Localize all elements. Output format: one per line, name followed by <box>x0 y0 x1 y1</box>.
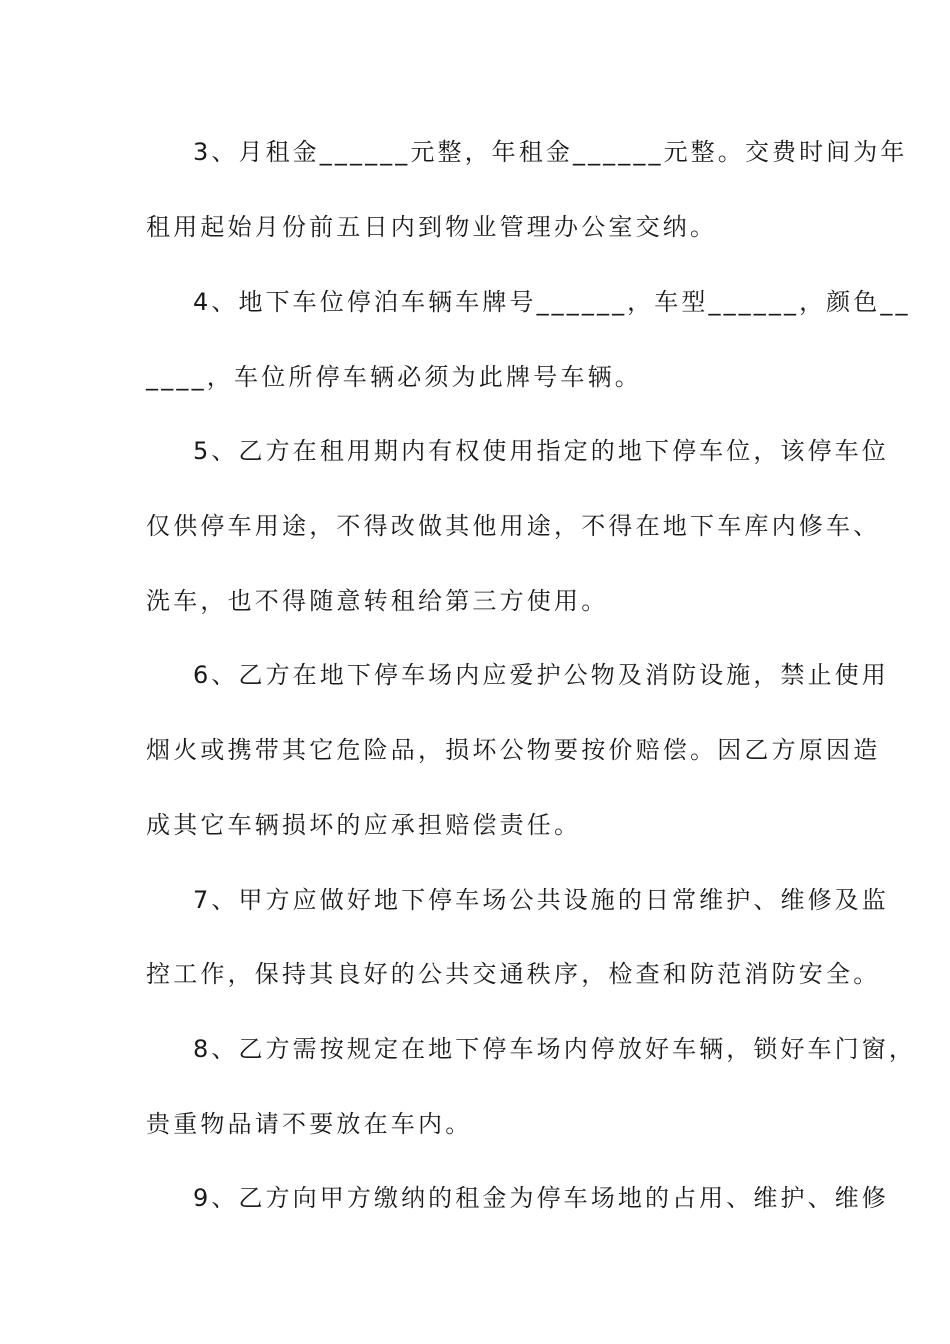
clause-8-line-1: 8、乙方需按规定在地下停车场内停放好车辆，锁好车门窗， <box>193 1035 916 1063</box>
clause-5-line-2: 仅供停车用途，不得改做其他用途，不得在地下车库内修车、 <box>146 512 881 540</box>
clause-9-line-1: 9、乙方向甲方缴纳的租金为停车场地的占用、维护、维修 <box>193 1184 889 1212</box>
clause-3-line-2: 租用起始月份前五日内到物业管理办公室交纳。 <box>146 213 718 241</box>
clause-7-line-2: 控工作，保持其良好的公共交通秩序，检查和防范消防安全。 <box>146 960 881 988</box>
clause-3-line-1: 3、月租金______元整，年租金______元整。交费时间为年 <box>193 138 908 166</box>
clause-6-line-1: 6、乙方在地下停车场内应爱护公物及消防设施，禁止使用 <box>193 661 889 689</box>
clause-7-line-1: 7、甲方应做好地下停车场公共设施的日常维护、维修及监 <box>193 886 889 914</box>
clause-4-line-1: 4、地下车位停泊车辆车牌号______，车型______，颜色__ <box>193 288 911 316</box>
clause-5-line-1: 5、乙方在租用期内有权使用指定的地下停车位，该停车位 <box>193 437 889 465</box>
clause-6-line-2: 烟火或携带其它危险品，损坏公物要按价赔偿。因乙方原因造 <box>146 736 881 764</box>
clause-8-line-2: 贵重物品请不要放在车内。 <box>146 1110 473 1138</box>
clause-6-line-3: 成其它车辆损坏的应承担赔偿责任。 <box>146 811 582 839</box>
clause-4-line-2: ____，车位所停车辆必须为此牌号车辆。 <box>146 363 642 391</box>
clause-5-line-3: 洗车，也不得随意转租给第三方使用。 <box>146 587 609 615</box>
